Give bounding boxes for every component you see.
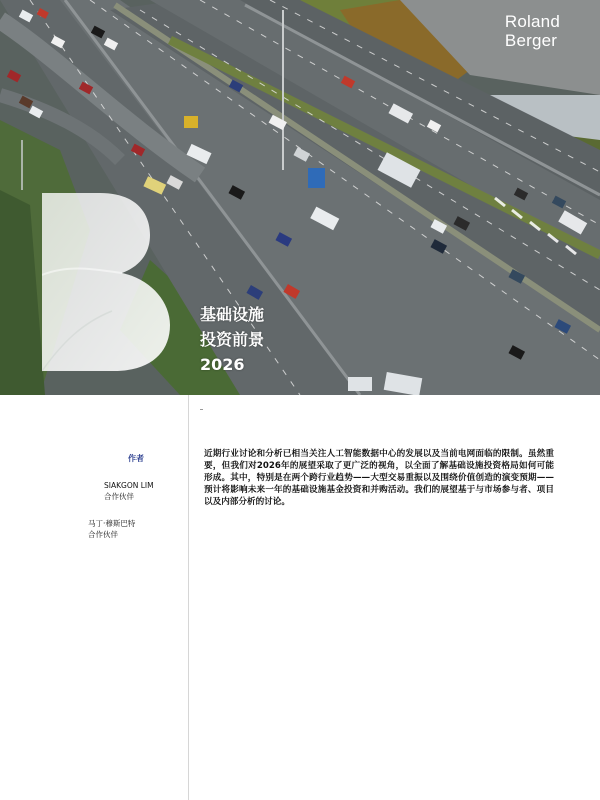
authors-heading: 作者 <box>128 454 144 463</box>
author-name: 马丁·穆斯巴特 <box>88 519 136 528</box>
title-line-2: 投资前景 <box>200 330 265 349</box>
author-entry <box>104 480 154 502</box>
roland-berger-logo <box>505 12 560 50</box>
author-role: 合作伙伴 <box>88 530 118 539</box>
report-title <box>200 302 264 377</box>
title-line-3: 2026 <box>200 355 245 374</box>
author-name: SIAKGON LIM <box>104 481 154 490</box>
author-entry <box>88 518 135 540</box>
b-letter-logo-icon <box>42 193 172 373</box>
cover-photo <box>0 0 600 395</box>
small-dash-mark <box>200 409 203 410</box>
column-divider <box>188 395 189 800</box>
author-role: 合作伙伴 <box>104 492 134 501</box>
title-line-1: 基础设施 <box>200 305 265 324</box>
intro-paragraph: 近期行业讨论和分析已相当关注人工智能数据中心的发展以及当前电网面临的限制。虽然重要，但我们对2026年的展望采取了更广泛的视角，以全面了解基础设施投资格局如何可能形成。其中，特别是在两个跨行业趋势——大型交易重振以及围绕价值创造的演变预期——预计将影响未来一年的基础设施基金投资和并购活动。我们的展望基于与市场参与者、项目以及内部分析的讨论。 <box>204 449 554 507</box>
brand-line-1: Roland <box>504 12 560 31</box>
brand-line-2: Berger <box>504 31 558 50</box>
